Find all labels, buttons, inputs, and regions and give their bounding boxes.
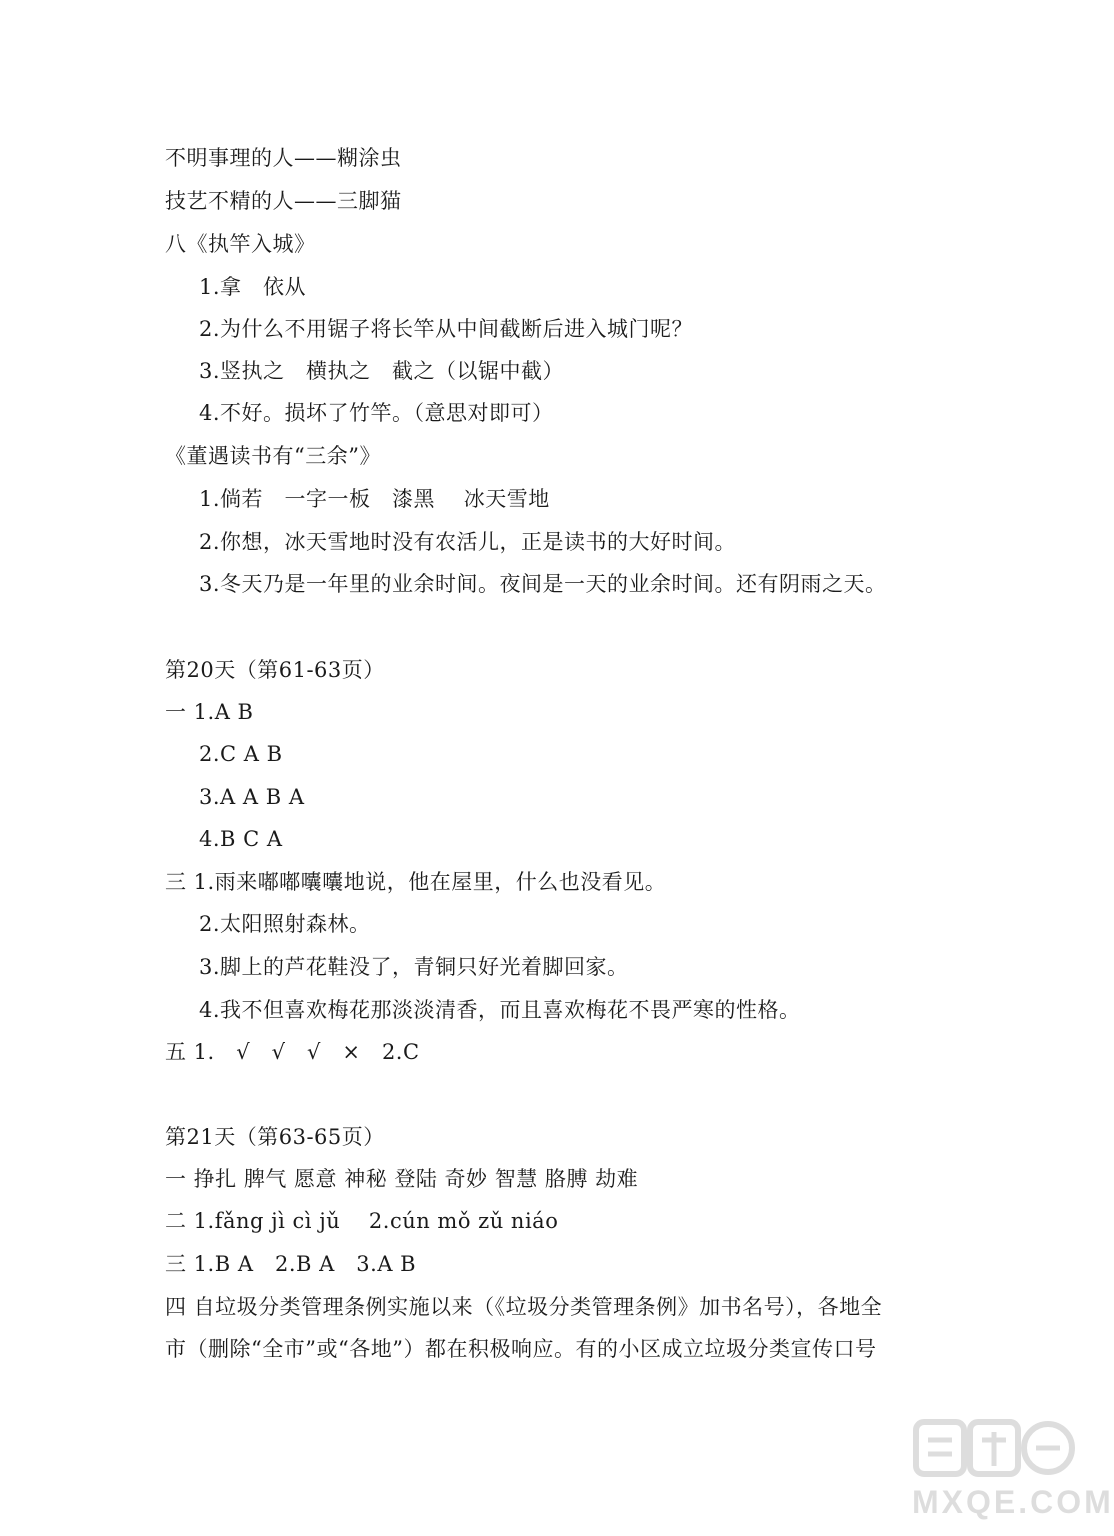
answer-line: 1.倘若 一字一板 漆黑 冰天雪地	[199, 487, 550, 511]
watermark-site-text: MXQE.COM	[912, 1484, 1114, 1520]
answer-line-1: 不明事理的人——糊涂虫	[165, 146, 402, 170]
answer-line: 三 1.B A 2.B A 3.A B	[165, 1252, 417, 1276]
answer-line-2: 技艺不精的人——三脚猫	[165, 189, 402, 213]
watermark-logo-icon	[914, 1418, 1074, 1480]
answer-line: 3.脚上的芦花鞋没了，青铜只好光着脚回家。	[199, 955, 629, 979]
answer-line: 2.太阳照射森林。	[199, 912, 371, 936]
answer-line: 3.竖执之 横执之 截之（以锯中截）	[199, 359, 565, 383]
answer-line: 2.为什么不用锯子将长竿从中间截断后进入城门呢？	[199, 317, 694, 341]
answer-line: 三 1.雨来嘟嘟囔囔地说，他在屋里，什么也没看见。	[165, 870, 667, 894]
answer-line: 四 自垃圾分类管理条例实施以来（《垃圾分类管理条例》加书名号），各地全	[165, 1295, 883, 1319]
answer-line: 2.你想，冰天雪地时没有农活儿，正是读书的大好时间。	[199, 530, 737, 554]
answer-line: 一 挣扎 脾气 愿意 神秘 登陆 奇妙 智慧 胳膊 劫难	[165, 1167, 639, 1191]
answer-line: 3.冬天乃是一年里的业余时间。夜间是一天的业余时间。还有阴雨之天。	[199, 572, 887, 596]
day-heading: 第20天（第61-63页）	[165, 658, 385, 682]
answer-line: 市（删除“全市”或“各地”）都在积极响应。有的小区成立垃圾分类宣传口号	[165, 1337, 877, 1361]
watermark-logo	[904, 1418, 1114, 1528]
section-heading: 《董遇读书有“三余”》	[165, 444, 381, 468]
section-heading: 八《执竿入城》	[165, 232, 316, 256]
answer-line: 二 1.fǎng jì cì jǔ 2.cún mǒ zǔ niáo	[165, 1209, 559, 1233]
day-heading: 第21天（第63-65页）	[165, 1125, 385, 1149]
answer-line: 1.拿 依从	[199, 275, 307, 299]
answer-line: 3.A A B A	[199, 785, 305, 809]
answer-line: 4.不好。损坏了竹竿。（意思对即可）	[199, 401, 554, 425]
answer-line: 4.B C A	[199, 827, 283, 851]
answer-line: 2.C A B	[199, 742, 283, 766]
answer-line: 4.我不但喜欢梅花那淡淡清香，而且喜欢梅花不畏严寒的性格。	[199, 998, 801, 1022]
answer-line: 五 1. √ √ √ × 2.C	[165, 1040, 420, 1064]
answer-line: 一 1.A B	[165, 700, 254, 724]
